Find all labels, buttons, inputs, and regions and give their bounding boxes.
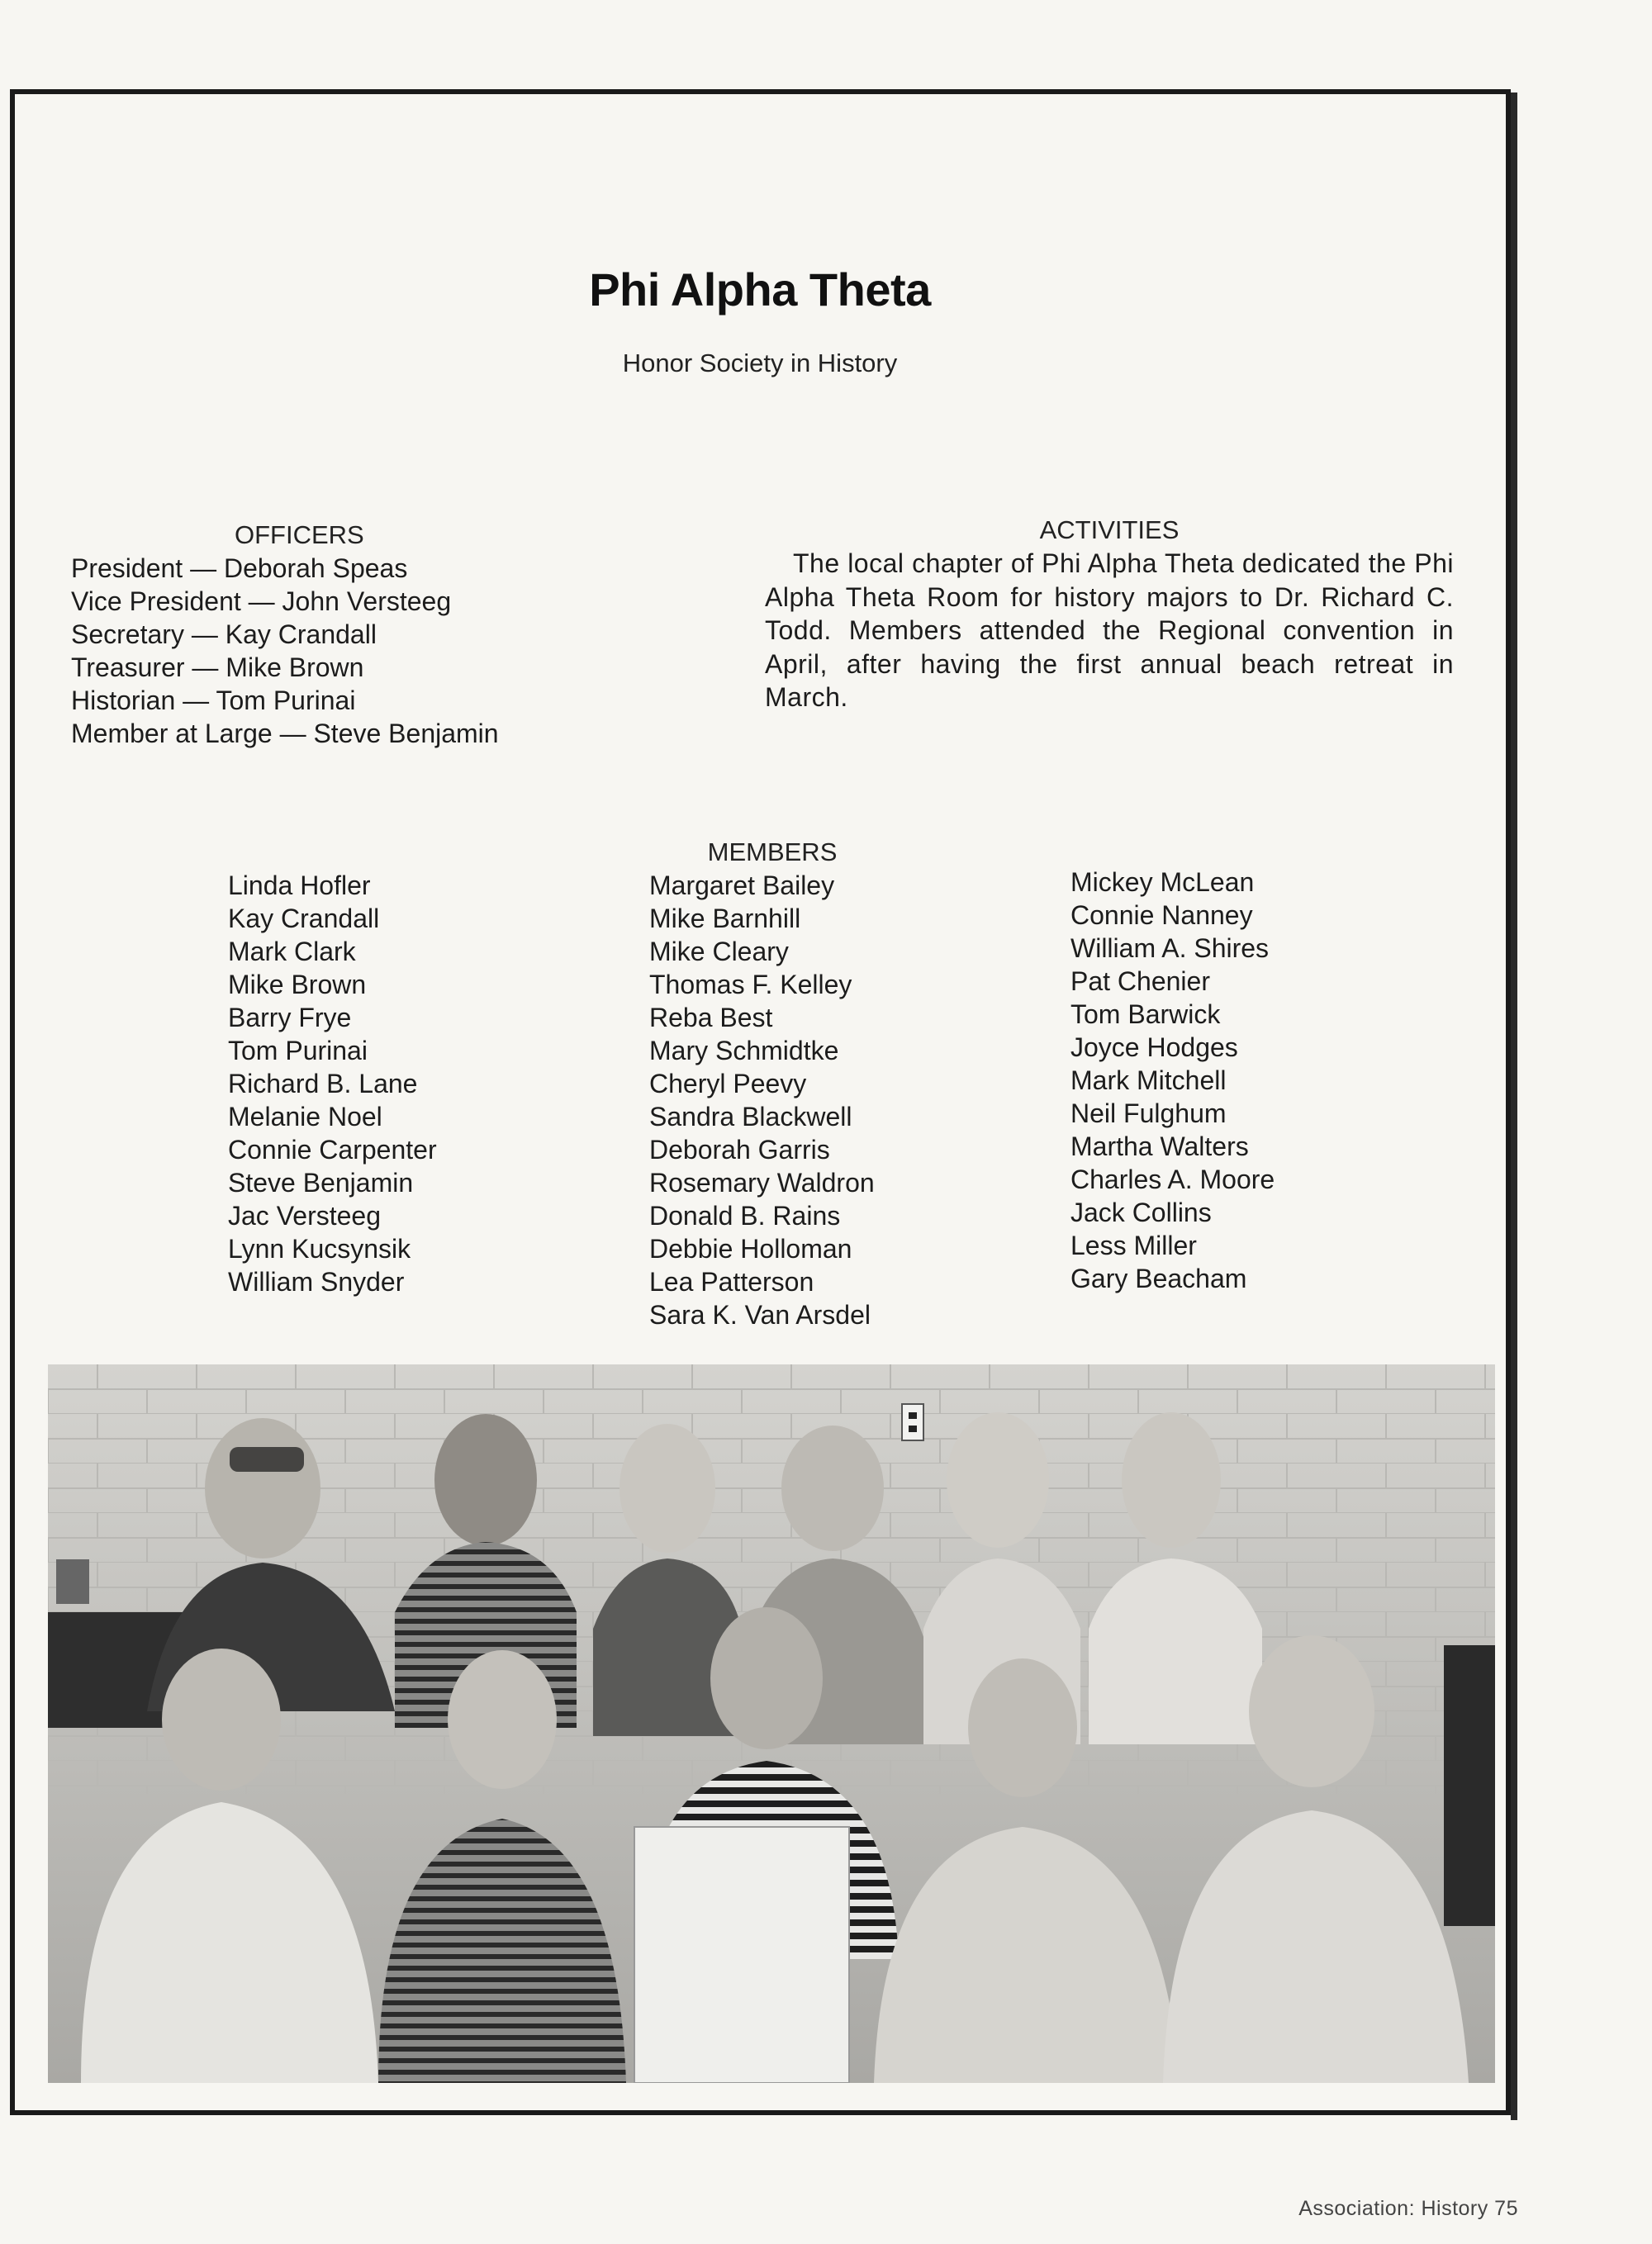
member-name: Thomas F. Kelley <box>649 970 852 999</box>
member-name: Jac Versteeg <box>228 1201 381 1231</box>
officer-item: Vice President — John Versteeg <box>71 586 452 616</box>
officers-section <box>71 519 666 750</box>
member-name: Jack Collins <box>1070 1198 1212 1227</box>
group-photo <box>48 1364 1495 2083</box>
member-name: Mickey McLean <box>1070 867 1255 897</box>
member-name: Mark Clark <box>228 937 356 966</box>
member-name: Sandra Blackwell <box>649 1102 852 1131</box>
member-name: Joyce Hodges <box>1070 1032 1238 1062</box>
members-heading: MEMBERS <box>707 837 838 866</box>
member-name: Mary Schmidtke <box>649 1036 839 1065</box>
member-name: William Snyder <box>228 1267 405 1297</box>
page-subtitle: Honor Society in History <box>622 349 898 377</box>
member-name: Reba Best <box>649 1003 773 1032</box>
member-name: Melanie Noel <box>228 1102 382 1131</box>
activities-text: The local chapter of Phi Alpha Theta dedicated the Phi Alpha Theta Room for history majors to Dr. Richard C. Todd. Members attended the Regional convention in April, after having the first annual beach retreat in March. <box>765 548 1454 712</box>
member-name: Connie Nanney <box>1070 900 1253 930</box>
member-name: Sara K. Van Arsdel <box>649 1300 871 1330</box>
member-name: Martha Walters <box>1070 1131 1249 1161</box>
member-name: Cheryl Peevy <box>649 1069 807 1098</box>
member-name: Richard B. Lane <box>228 1069 418 1098</box>
member-name: Linda Hofler <box>228 871 371 900</box>
member-name: Steve Benjamin <box>228 1168 414 1198</box>
officer-item: Member at Large — Steve Benjamin <box>71 719 499 748</box>
member-name: Mike Cleary <box>649 937 789 966</box>
officer-item: Secretary — Kay Crandall <box>71 619 377 649</box>
officers-list <box>71 552 666 750</box>
member-name: Gary Beacham <box>1070 1264 1247 1293</box>
members-column-2 <box>649 869 875 1331</box>
officer-item: Treasurer — Mike Brown <box>71 652 364 682</box>
member-name: Mike Barnhill <box>649 904 801 933</box>
member-name: Lynn Kucsynsik <box>228 1234 411 1264</box>
member-name: Tom Barwick <box>1070 999 1221 1029</box>
page-title: Phi Alpha Theta <box>589 263 931 315</box>
member-name: Charles A. Moore <box>1070 1165 1275 1194</box>
member-name: Less Miller <box>1070 1231 1197 1260</box>
member-name: Connie Carpenter <box>228 1135 437 1165</box>
members-column-1 <box>228 869 437 1298</box>
member-name: Debbie Holloman <box>649 1234 852 1264</box>
member-name: Barry Frye <box>228 1003 352 1032</box>
member-name: Neil Fulghum <box>1070 1098 1227 1128</box>
member-name: Rosemary Waldron <box>649 1168 875 1198</box>
officers-heading: OFFICERS <box>235 520 364 549</box>
member-name: William A. Shires <box>1070 933 1270 963</box>
member-name: Mark Mitchell <box>1070 1065 1227 1095</box>
member-name: Donald B. Rains <box>649 1201 841 1231</box>
members-column-3 <box>1070 866 1275 1295</box>
activities-section <box>765 514 1454 714</box>
member-name: Tom Purinai <box>228 1036 368 1065</box>
member-name: Deborah Garris <box>649 1135 830 1165</box>
frame-shadow <box>1511 93 1517 2120</box>
member-name: Kay Crandall <box>228 904 380 933</box>
member-name: Margaret Bailey <box>649 871 835 900</box>
officer-item: President — Deborah Speas <box>71 553 408 583</box>
member-name: Mike Brown <box>228 970 367 999</box>
activities-heading: ACTIVITIES <box>1039 515 1180 544</box>
page-footer: Association: History 75 <box>1298 2197 1518 2220</box>
officer-item: Historian — Tom Purinai <box>71 686 356 715</box>
member-name: Lea Patterson <box>649 1267 814 1297</box>
member-name: Pat Chenier <box>1070 966 1210 996</box>
